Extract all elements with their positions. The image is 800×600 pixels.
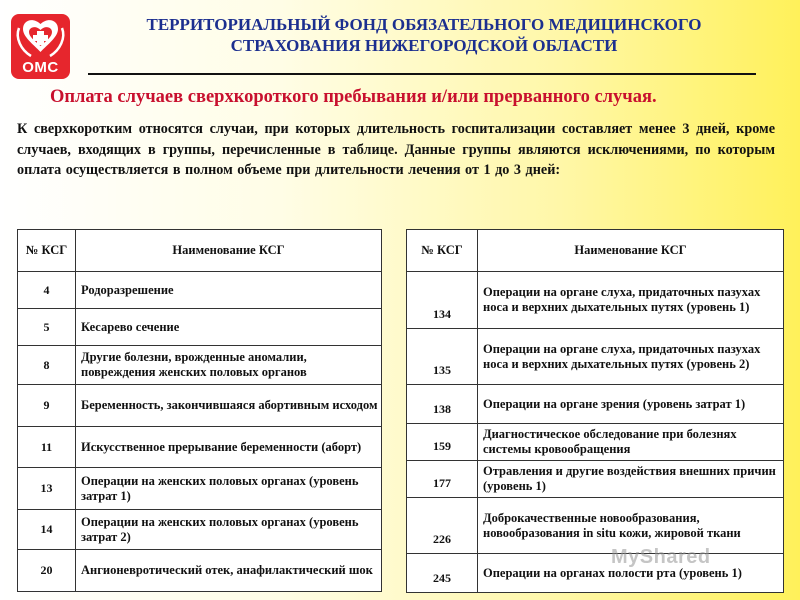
table-row <box>18 385 382 427</box>
ksg-name: Ангионевротический отек, анафилактический шок <box>76 550 382 592</box>
ksg-name: Доброкачественные новообразования, новообразования in situ кожи, жировой ткани <box>478 498 784 554</box>
ksg-name: Искусственное прерывание беременности (аборт) <box>76 427 382 468</box>
ksg-number: 11 <box>18 427 76 468</box>
logo-text: ОМС <box>22 59 59 76</box>
column-header-ksg-number: № КСГ <box>407 230 478 272</box>
ksg-name: Другие болезни, врожденные аномалии, повреждения женских половых органов <box>76 346 382 385</box>
table-row <box>18 427 382 468</box>
table-row <box>18 510 382 550</box>
ksg-number: 9 <box>18 385 76 427</box>
table-row <box>18 346 382 385</box>
ksg-name: Операции на органе зрения (уровень затрат 1) <box>478 385 784 424</box>
header-title-line1: ТЕРРИТОРИАЛЬНЫЙ ФОНД ОБЯЗАТЕЛЬНОГО МЕДИЦИНСКОГО <box>146 15 702 34</box>
ksg-number: 138 <box>407 385 478 424</box>
ksg-number: 20 <box>18 550 76 592</box>
ksg-name: Родоразрешение <box>76 272 382 309</box>
column-header-ksg-name: Наименование КСГ <box>76 230 382 272</box>
table-row <box>18 550 382 592</box>
ksg-number: 134 <box>407 272 478 329</box>
ksg-name: Операции на органе слуха, придаточных пазухах носа и верхних дыхательных путях (уровень 1) <box>478 272 784 329</box>
ksg-number: 177 <box>407 461 478 498</box>
table-row <box>407 554 784 593</box>
ksg-number: 4 <box>18 272 76 309</box>
ksg-name: Операции на женских половых органах (уровень затрат 1) <box>76 468 382 510</box>
table-row <box>407 498 784 554</box>
watermark: MyShared <box>611 546 711 568</box>
header-divider <box>88 73 756 75</box>
ksg-number: 8 <box>18 346 76 385</box>
table-row <box>407 272 784 329</box>
table-row <box>407 385 784 424</box>
page-subtitle: Оплата случаев сверхкороткого пребывания и/или прерванного случая. <box>50 87 657 107</box>
table-row <box>407 424 784 461</box>
ksg-name: Беременность, закончившаяся абортивным исходом <box>76 385 382 427</box>
ksg-number: 226 <box>407 498 478 554</box>
ksg-name: Диагностическое обследование при болезнях системы кровообращения <box>478 424 784 461</box>
ksg-number: 159 <box>407 424 478 461</box>
ksg-number: 245 <box>407 554 478 593</box>
column-header-ksg-name: Наименование КСГ <box>478 230 784 272</box>
ksg-name: Операции на женских половых органах (уровень затрат 2) <box>76 510 382 550</box>
intro-paragraph: К сверхкоротким относятся случаи, при которых длительность госпитализации составляет менее 3 дней, кроме случаев, входящих в группы, перечисленные в таблице. Данные группы являются исключениями, по которым оплата осуществляется в полном объеме при длительности лечения от 1 до 3 дней: <box>17 121 775 178</box>
column-header-ksg-number: № КСГ <box>18 230 76 272</box>
ksg-number: 13 <box>18 468 76 510</box>
table-row <box>18 309 382 346</box>
ksg-table-left <box>17 229 382 592</box>
header-title-line2: СТРАХОВАНИЯ НИЖЕГОРОДСКОЙ ОБЛАСТИ <box>230 36 618 55</box>
table-row <box>407 329 784 385</box>
table-row <box>18 272 382 309</box>
table-row <box>407 461 784 498</box>
ksg-name: Операции на органах полости рта (уровень 1) <box>478 554 784 593</box>
table-row <box>18 468 382 510</box>
ksg-name: Отравления и другие воздействия внешних причин (уровень 1) <box>478 461 784 498</box>
ksg-number: 14 <box>18 510 76 550</box>
ksg-name: Кесарево сечение <box>76 309 382 346</box>
oms-logo <box>11 14 70 79</box>
ksg-number: 135 <box>407 329 478 385</box>
ksg-table-right <box>406 229 784 593</box>
ksg-name: Операции на органе слуха, придаточных пазухах носа и верхних дыхательных путях (уровень 2) <box>478 329 784 385</box>
ksg-number: 5 <box>18 309 76 346</box>
header-title <box>88 14 760 56</box>
